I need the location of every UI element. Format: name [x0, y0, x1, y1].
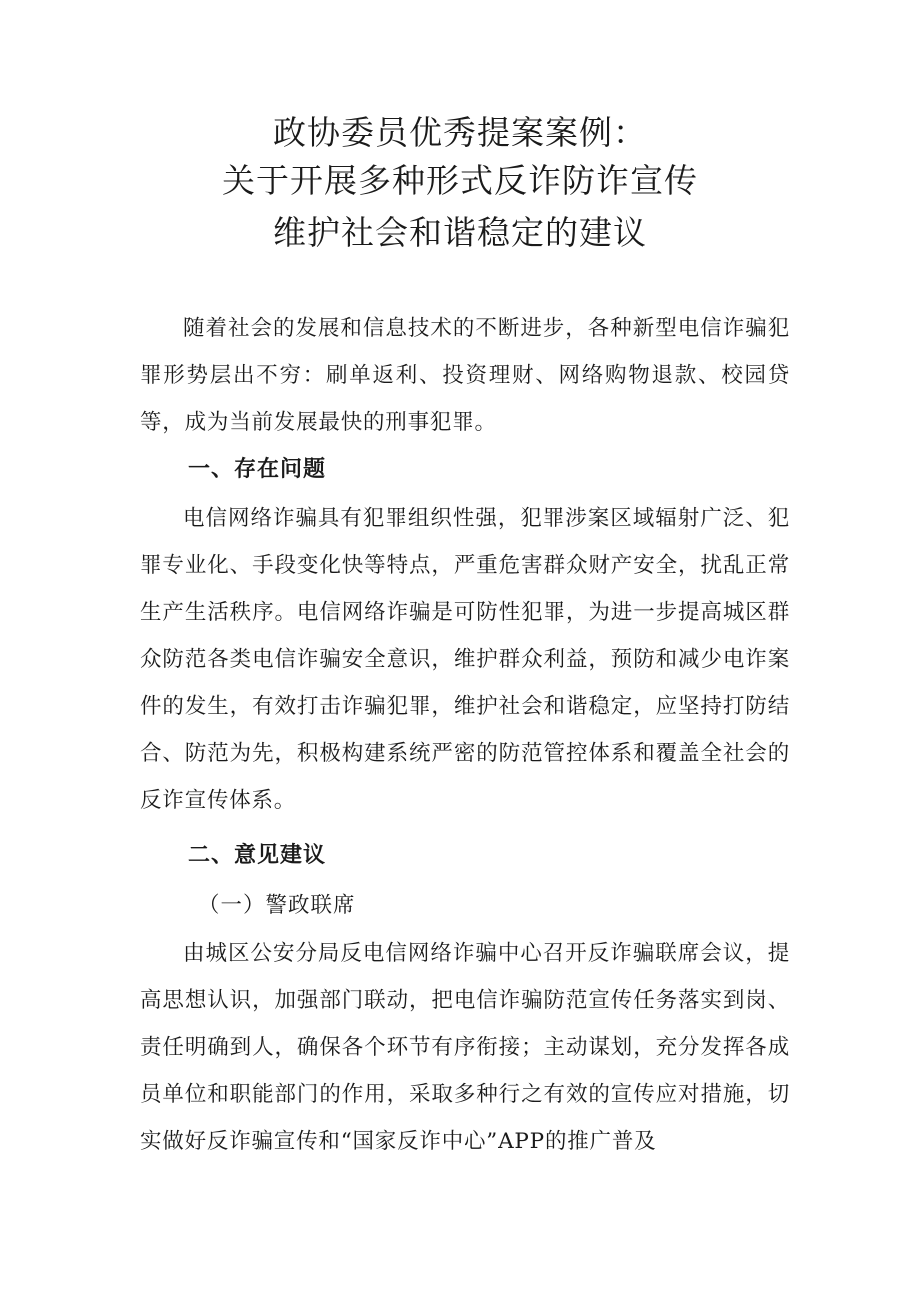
section-heading-suggestions: 二、意见建议	[188, 843, 327, 868]
section-heading-problems: 一、存在问题	[188, 457, 327, 482]
suggestions-paragraph: 由城区公安分局反电信网络诈骗中心召开反诈骗联席会议，提高思想认识，加强部门联动，把电信诈骗防范宣传任务落实到岗、责任明确到人，确保各个环节有序衔接；主动谋划，充分发挥各成员单位和职能部门的作用，采取多种行之有效的宣传应对措施，切实做好反诈骗宣传和“国家反诈中心”APP的推广普及	[140, 941, 790, 1154]
problems-paragraph: 电信网络诈骗具有犯罪组织性强，犯罪涉案区域辐射广泛、犯罪专业化、手段变化快等特点，严重危害群众财产安全，扰乱正常生产生活秩序。电信网络诈骗是可防性犯罪，为进一步提高城区群众防范各类电信诈骗安全意识，维护群众利益，预防和减少电诈案件的发生，有效打击诈骗犯罪，维护社会和谐稳定，应坚持打防结合、防范为先，积极构建系统严密的防范管控体系和覆盖全社会的反诈宣传体系。	[140, 506, 790, 813]
document-title-line-1: 政协委员优秀提案案例：	[273, 113, 647, 152]
subheading-police-joint-meeting: （一）警政联席	[198, 893, 356, 918]
document-title-line-2: 关于开展多种形式反诈防诈宣传	[222, 161, 698, 200]
document-title-line-3: 维护社会和谐稳定的建议	[273, 213, 647, 252]
intro-paragraph: 随着社会的发展和信息技术的不断进步，各种新型电信诈骗犯罪形势层出不穷：刷单返利、投资理财、网络购物退款、校园贷等，成为当前发展最快的刑事犯罪。	[140, 316, 790, 435]
